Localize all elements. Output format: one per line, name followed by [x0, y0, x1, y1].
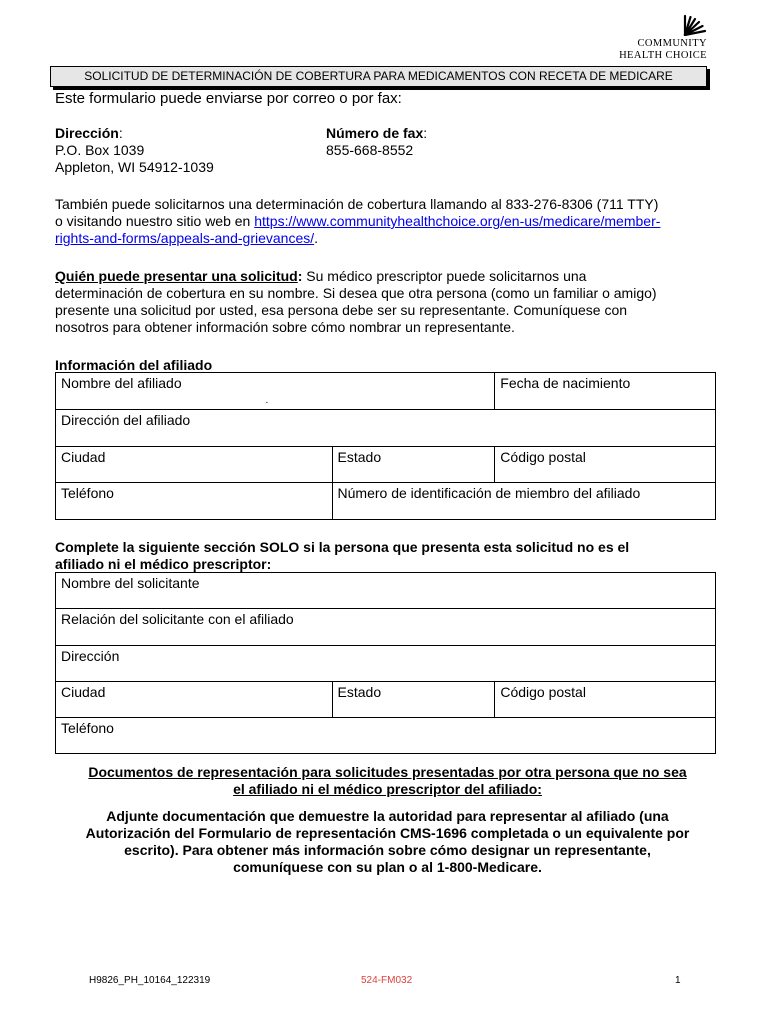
address-line2: Appleton, WI 54912-1039 — [55, 159, 214, 175]
requestor-city-field[interactable]: Ciudad — [56, 682, 333, 718]
representation-body: Adjunte documentación que demuestre la autoridad para representar al afiliado (una Autorización del Formulario de representación CMS-1696 completada o un equivalente por escrito). Para obtener más información sobre cómo designar un representante, comuníquese con su plan o al 1-800-Medicare. — [85, 808, 690, 875]
address-label: Dirección — [55, 125, 119, 141]
member-state-field[interactable]: Estado — [332, 447, 495, 483]
fax-label: Número de fax — [326, 125, 424, 141]
requestor-info-table — [55, 572, 716, 754]
member-name-field[interactable]: Nombre del afiliado . — [56, 373, 495, 410]
address-block: Dirección: P.O. Box 1039 Appleton, WI 54912-1039 — [55, 125, 214, 175]
company-logo — [597, 14, 709, 60]
member-address-field[interactable]: Dirección del afiliado — [56, 410, 716, 447]
member-phone-field[interactable]: Teléfono — [56, 483, 333, 520]
coverage-paragraph: También puede solicitarnos una determinación de cobertura llamando al 833-276-8306 (711 TTY) o visitando nuestro sitio web en https://www.communityhealthchoice.org/en-us/medicare/member- rights-and-forms/appeals-and-grievances/. — [55, 196, 720, 247]
requestor-zip-field[interactable]: Código postal — [495, 682, 716, 718]
who-paragraph: Quién puede presentar una solicitud: Su médico prescriptor puede solicitarnos una determinación de cobertura en su nombre. Si desea que otra persona (como un familiar o amigo) presente una solicitud por usted, esa persona debe ser su representante. Comuníquese con nosotros para obtener información sobre cómo nombrar un representante. — [55, 268, 657, 335]
footer-form-id: 524-FM032 — [361, 975, 413, 986]
representation-heading: Documentos de representación para solicitudes presentadas por otra persona que no sea el afiliado ni el médico prescriptor del afiliado: — [88, 764, 687, 797]
form-title: SOLICITUD DE DETERMINACIÓN DE COBERTURA PARA MEDICAMENTOS CON RECETA DE MEDICARE — [50, 66, 707, 87]
member-dob-field[interactable]: Fecha de nacimiento — [495, 373, 716, 410]
logo-text-community: COMMUNITY — [637, 38, 707, 49]
member-section-heading: Información del afiliado — [55, 357, 213, 373]
logo-text-health-choice: HEALTH CHOICE — [619, 50, 707, 61]
footer-code: H9826_PH_10164_122319 — [89, 975, 211, 986]
address-line1: P.O. Box 1039 — [55, 142, 145, 158]
who-heading: Quién puede presentar una solicitud — [55, 268, 298, 284]
requestor-relation-field[interactable]: Relación del solicitante con el afiliado — [56, 609, 716, 646]
requestor-state-field[interactable]: Estado — [332, 682, 495, 718]
member-city-field[interactable]: Ciudad — [56, 447, 333, 483]
requestor-phone-field[interactable]: Teléfono — [56, 718, 716, 754]
coverage-line1: También puede solicitarnos una determinación de cobertura llamando al 833-276-8306 (711 TTY) — [55, 196, 659, 212]
website-link[interactable]: https://www.communityhealthchoice.org/en-us/medicare/member- — [254, 213, 661, 229]
requestor-address-field[interactable]: Dirección — [56, 646, 716, 682]
fax-number: 855-668-8552 — [326, 142, 414, 158]
fax-block: Número de fax: 855-668-8552 — [326, 125, 428, 158]
member-info-table — [55, 372, 716, 520]
sunburst-icon — [663, 14, 707, 36]
member-zip-field[interactable]: Código postal — [495, 447, 716, 483]
website-link-continued[interactable]: rights-and-forms/appeals-and-grievances/ — [55, 230, 315, 246]
intro-text: Este formulario puede enviarse por correo o por fax: — [55, 90, 402, 107]
page-number: 1 — [675, 975, 681, 986]
member-id-field[interactable]: Número de identificación de miembro del afiliado — [332, 483, 715, 520]
requestor-name-field[interactable]: Nombre del solicitante — [56, 573, 716, 609]
requestor-section-heading: Complete la siguiente sección SOLO si la persona que presenta esta solicitud no es el afiliado ni el médico prescriptor: — [55, 539, 630, 572]
coverage-line2: o visitando nuestro sitio web en — [55, 213, 255, 229]
